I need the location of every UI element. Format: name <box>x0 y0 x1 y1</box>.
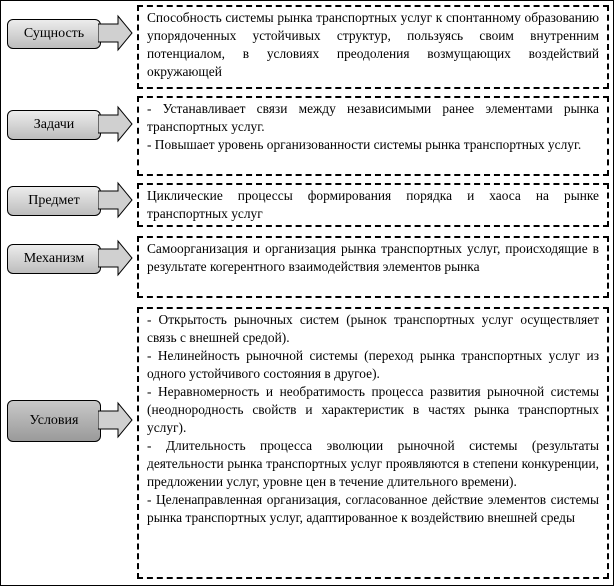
content-line: - Нелинейность рыночной системы (переход рынка транспортных услуг из одного устойчивого состояния в другое). <box>147 348 599 381</box>
content-line: Способность системы рынка транспортных услуг к спонтанному образованию упорядоченных устойчивых структур, пользуясь своим внутренним потенциалом, в условиях преодоления возмущающих воздействий окружающей <box>147 10 599 79</box>
row-subject <box>1 183 613 231</box>
content-line: - Неравномерность и необратимость процесса развития рыночной системы (неоднородность свойств и характеристик в частях рынка транспортных услуг). <box>147 384 599 435</box>
arrow-right-icon <box>98 105 134 143</box>
arrow-right-icon <box>98 14 134 52</box>
row-tasks <box>1 96 613 176</box>
content-line: - Целенаправленная организация, согласованное действие элементов системы рынка транспортных услуг, адаптированное к воздействию внешней среды <box>147 492 599 525</box>
row-mechanism <box>1 236 613 300</box>
label-subject: Предмет <box>7 186 101 216</box>
content-line: Самоорганизация и организация рынка транспортных услуг, происходящие в результате когерентного взаимодействия элементов рынка <box>147 241 599 274</box>
arrow-right-icon <box>98 239 134 277</box>
content-line: - Открытость рыночных систем (рынок транспортных услуг осуществляет связь с внешней средой). <box>147 312 599 345</box>
content-subject <box>137 183 609 227</box>
label-conditions: Условия <box>7 400 101 442</box>
arrow-right-icon <box>98 401 134 439</box>
content-essence <box>137 5 609 89</box>
row-essence <box>1 5 613 89</box>
content-line: Циклические процессы формирования порядка и хаоса на рынке транспортных услуг <box>147 188 599 221</box>
content-tasks <box>137 96 609 176</box>
content-line: - Длительность процесса эволюции рыночной системы (результаты деятельности рынка транспортных услуг проявляются в степени конкуренции, предложении услуг, уровне цен в течение длительного времени). <box>147 438 599 489</box>
label-tasks: Задачи <box>7 110 101 140</box>
label-essence: Сущность <box>7 19 101 49</box>
label-mechanism: Механизм <box>7 244 101 274</box>
arrow-right-icon <box>98 181 134 219</box>
content-conditions <box>137 307 609 579</box>
content-line: - Повышает уровень организованности системы рынка транспортных услуг. <box>147 137 582 152</box>
row-conditions <box>1 307 613 579</box>
content-mechanism <box>137 236 609 298</box>
content-line: - Устанавливает связи между независимыми ранее элементами рынка транспортных услуг. <box>147 101 599 134</box>
